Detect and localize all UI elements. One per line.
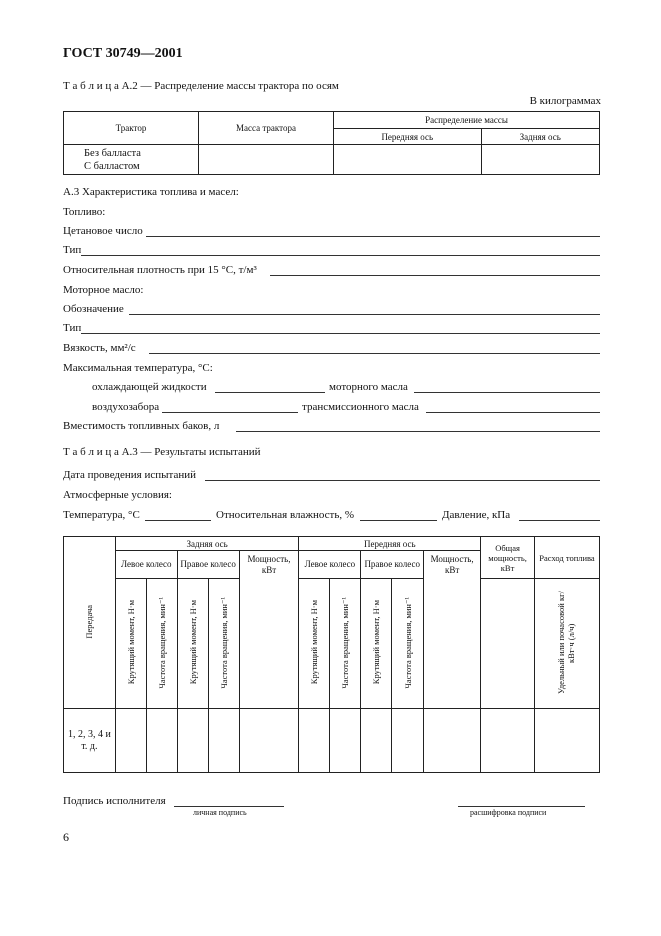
table-a3-caption: Т а б л и ц а А.3 — Результаты испытаний bbox=[63, 446, 261, 458]
rear-left-torque bbox=[115, 579, 146, 709]
row-no-ballast: Без балласта bbox=[84, 147, 141, 159]
front-right-wheel: Правое колесо bbox=[361, 551, 424, 579]
trans-oil-label: трансмиссионного масла bbox=[302, 401, 419, 413]
cetane-field[interactable] bbox=[146, 236, 600, 237]
data-cell bbox=[481, 709, 535, 773]
rear-right-torque-label: Крутящий момент, Н·м bbox=[187, 600, 198, 685]
rear-left-rpm bbox=[146, 579, 177, 709]
col-rear: Задняя ось bbox=[481, 129, 599, 145]
row-ballast: С балластом bbox=[84, 160, 140, 172]
atmo-label: Атмосферные условия: bbox=[63, 489, 172, 501]
front-power-header: Мощность, кВт bbox=[424, 551, 481, 709]
personal-signature-caption: личная подпись bbox=[193, 808, 247, 817]
total-power-cell bbox=[481, 579, 535, 709]
data-cell bbox=[177, 709, 208, 773]
front-right-rpm bbox=[392, 579, 424, 709]
table-a2-rows bbox=[64, 145, 199, 175]
type2-field[interactable] bbox=[81, 333, 600, 334]
data-cell bbox=[392, 709, 424, 773]
section-a3-title: А.3 Характеристика топлива и масел: bbox=[63, 186, 239, 198]
data-cell bbox=[299, 709, 330, 773]
col-distribution: Распределение массы bbox=[334, 112, 600, 129]
density-label: Относительная плотность при 15 °С, т/м³ bbox=[63, 264, 257, 276]
front-right-torque-label: Крутящий момент, Н·м bbox=[371, 600, 382, 685]
type2-label: Тип bbox=[63, 322, 82, 334]
gear-rows: 1, 2, 3, 4 и т. д. bbox=[64, 709, 116, 773]
data-cell bbox=[535, 709, 600, 773]
data-cell bbox=[330, 709, 361, 773]
humidity-label: Относительная влажность, % bbox=[216, 509, 355, 521]
rear-power-header: Мощность, кВт bbox=[239, 551, 299, 709]
test-date-label: Дата проведения испытаний bbox=[63, 469, 197, 481]
humidity-field[interactable] bbox=[360, 520, 437, 521]
rear-right-rpm-label: Частота вращения, мин⁻¹ bbox=[218, 596, 229, 689]
rear-left-rpm-label: Частота вращения, мин⁻¹ bbox=[156, 596, 167, 689]
rear-axle-header: Задняя ось bbox=[115, 537, 299, 551]
temp-field[interactable] bbox=[145, 520, 211, 521]
total-power-header: Общая мощность, кВт bbox=[481, 537, 535, 579]
decoding-caption: расшифровка подписи bbox=[470, 808, 547, 817]
front-left-rpm bbox=[330, 579, 361, 709]
document-header: ГОСТ 30749—2001 bbox=[63, 46, 183, 61]
front-right-rpm-label: Частота вращения, мин⁻¹ bbox=[402, 596, 413, 689]
rear-right-rpm bbox=[208, 579, 239, 709]
coolant-field[interactable] bbox=[215, 392, 325, 393]
signature-decoding-field[interactable] bbox=[458, 806, 585, 807]
col-tractor: Трактор bbox=[64, 112, 199, 145]
motor-oil-label: Моторное масло: bbox=[63, 284, 144, 296]
data-cell bbox=[424, 709, 481, 773]
col-mass: Масса трактора bbox=[199, 112, 334, 145]
air-intake-label: воздухозабора bbox=[92, 401, 160, 413]
data-cell bbox=[361, 709, 392, 773]
data-cell bbox=[208, 709, 239, 773]
type-field[interactable] bbox=[81, 255, 600, 256]
signature-field[interactable] bbox=[174, 806, 284, 807]
viscosity-field[interactable] bbox=[149, 353, 600, 354]
table-a3 bbox=[63, 536, 600, 773]
cetane-label: Цетановое число bbox=[63, 225, 143, 237]
front-right-torque bbox=[361, 579, 392, 709]
cell-rear bbox=[481, 145, 599, 175]
motor-oil-temp-field[interactable] bbox=[414, 392, 600, 393]
table-a2-caption: Т а б л и ц а А.2 — Распределение массы трактора по осям bbox=[63, 80, 339, 92]
table-a2-units: В килограммах bbox=[529, 95, 601, 107]
rear-right-torque bbox=[177, 579, 208, 709]
data-cell bbox=[239, 709, 299, 773]
tank-capacity-label: Вместимость топливных баков, л bbox=[63, 420, 220, 432]
front-left-rpm-label: Частота вращения, мин⁻¹ bbox=[340, 596, 351, 689]
air-intake-field[interactable] bbox=[162, 412, 298, 413]
front-left-torque-label: Крутящий момент, Н·м bbox=[309, 600, 320, 685]
max-temp-label: Максимальная температура, °С: bbox=[63, 362, 213, 374]
data-cell bbox=[115, 709, 146, 773]
test-date-field[interactable] bbox=[205, 480, 600, 481]
motor-oil-temp-label: моторного масла bbox=[329, 381, 408, 393]
gear-header bbox=[64, 537, 116, 709]
cell-mass bbox=[199, 145, 334, 175]
type-label: Тип bbox=[63, 244, 82, 256]
tank-capacity-field[interactable] bbox=[236, 431, 600, 432]
viscosity-label: Вязкость, мм²/с bbox=[63, 342, 136, 354]
col-front: Передняя ось bbox=[334, 129, 482, 145]
front-left-torque bbox=[299, 579, 330, 709]
density-field[interactable] bbox=[270, 275, 600, 276]
coolant-label: охлаждающей жидкости bbox=[92, 381, 207, 393]
front-left-wheel: Левое колесо bbox=[299, 551, 361, 579]
pressure-label: Давление, кПа bbox=[442, 509, 511, 521]
pressure-field[interactable] bbox=[519, 520, 600, 521]
signature-label: Подпись исполнителя bbox=[63, 795, 166, 807]
fuel-consumption-header: Расход топлива bbox=[535, 537, 600, 579]
table-a2 bbox=[63, 111, 600, 175]
data-cell bbox=[146, 709, 177, 773]
rear-left-torque-label: Крутящий момент, Н·м bbox=[125, 600, 136, 685]
specific-consumption-label: Удельный или почасовой кг/кВт·ч (л/ч) bbox=[556, 591, 576, 694]
designation-label: Обозначение bbox=[63, 303, 124, 315]
fuel-label: Топливо: bbox=[63, 206, 106, 218]
designation-field[interactable] bbox=[129, 314, 600, 315]
specific-consumption bbox=[535, 579, 600, 709]
front-axle-header: Передняя ось bbox=[299, 537, 481, 551]
gear-label: Передача bbox=[84, 604, 95, 639]
trans-oil-field[interactable] bbox=[426, 412, 600, 413]
rear-right-wheel: Правое колесо bbox=[177, 551, 239, 579]
rear-left-wheel: Левое колесо bbox=[115, 551, 177, 579]
cell-front bbox=[334, 145, 482, 175]
page-number: 6 bbox=[63, 830, 69, 844]
temp-label: Температура, °С bbox=[63, 509, 140, 521]
